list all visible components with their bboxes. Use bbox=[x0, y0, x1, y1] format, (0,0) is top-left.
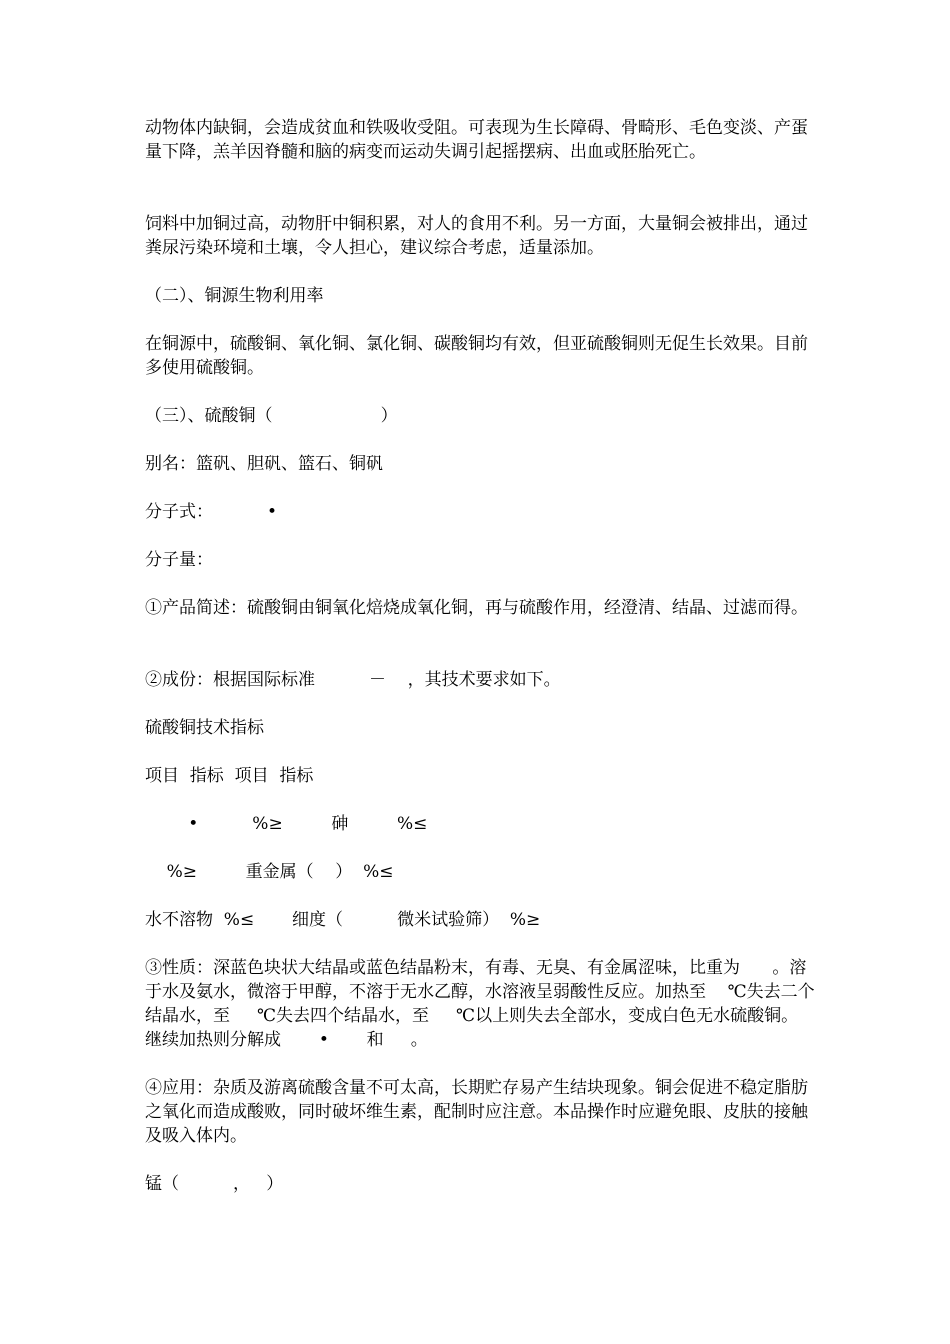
table-row: • %≥ 砷 %≤ bbox=[145, 814, 428, 834]
table-header: 项目 指标 项目 指标 bbox=[145, 766, 314, 786]
table-title: 硫酸铜技术指标 bbox=[145, 718, 264, 738]
paragraph-copper-excess: 饲料中加铜过高，动物肝中铜积累，对人的食用不利。另一方面，大量铜会被排出，通过粪尿污染环境和土壤，令人担心，建议综合考虑，适量添加。 bbox=[145, 214, 808, 258]
product-description: ①产品简述：硫酸铜由铜氧化焙烧成氧化铜，再与硫酸作用，经澄清、结晶、过滤而得。 bbox=[145, 598, 808, 618]
section-heading-copper-sulfate: （三）、硫酸铜（ ） bbox=[145, 406, 398, 426]
usage-paragraph: ④应用：杂质及游离硫酸含量不可太高，长期贮存易产生结块现象。铜会促进不稳定脂肪之氧化而造成酸败，同时破坏维生素，配制时应注意。本品操作时应避免眼、皮肤的接触及吸入体内。 bbox=[145, 1078, 808, 1146]
table-row: 水不溶物 %≤ 细度（ 微米试验筛） %≥ bbox=[145, 910, 541, 930]
manganese-heading: 锰（ ， ） bbox=[145, 1174, 284, 1194]
alias-line: 别名：篮矾、胆矾、篮石、铜矾 bbox=[145, 454, 383, 474]
properties-paragraph: ③性质：深蓝色块状大结晶或蓝色结晶粉末，有毒、无臭、有金属涩味，比重为 。溶于水及氨水，微溶于甲醇，不溶于无水乙醇，水溶液呈弱酸性反应。加热至 ℃失去二个结晶水，至 ℃失去四个结晶水，至 ℃以上则失去全部水，变成白色无水硫酸铜。继续加热则分解成 • 和 。 bbox=[145, 958, 815, 1050]
formula-line: 分子式： • bbox=[145, 502, 278, 522]
paragraph-copper-sources: 在铜源中，硫酸铜、氧化铜、氯化铜、碳酸铜均有效，但亚硫酸铜则无促生长效果。目前多使用硫酸铜。 bbox=[145, 334, 808, 378]
paragraph-copper-deficiency: 动物体内缺铜，会造成贫血和铁吸收受阻。可表现为生长障碍、骨畸形、毛色变淡、产蛋量下降，羔羊因脊髓和脑的病变而运动失调引起摇摆病、出血或胚胎死亡。 bbox=[145, 118, 808, 162]
composition-line: ②成份：根据国际标准 － ，其技术要求如下。 bbox=[145, 670, 561, 690]
weight-line: 分子量： bbox=[145, 550, 213, 570]
table-row: %≥ 重金属（ ） %≤ bbox=[145, 862, 394, 882]
section-heading-bioavailability: （二）、铜源生物利用率 bbox=[145, 286, 324, 306]
